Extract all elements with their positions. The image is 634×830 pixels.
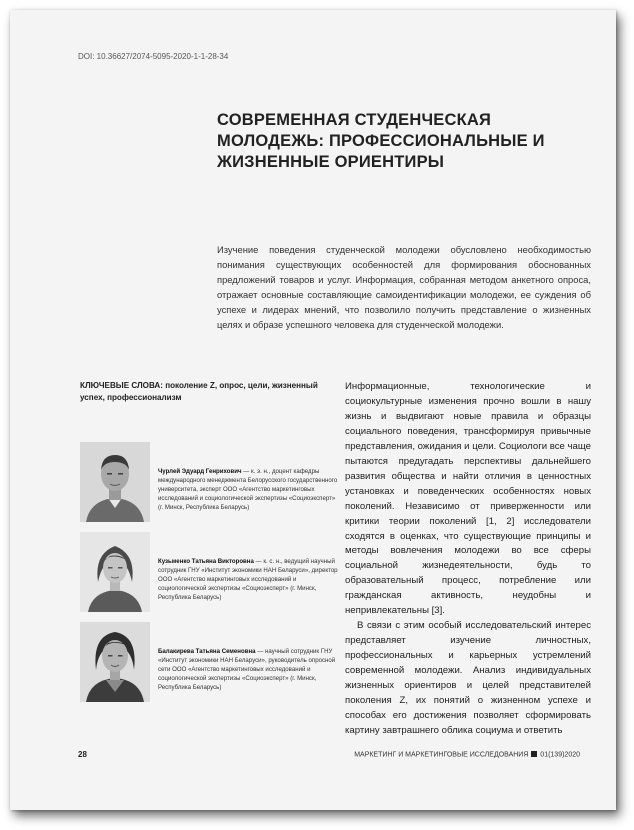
author-details-1: — к. э. н., доцент кафедры международного менеджмента Белорусского государственного университета, эксперт ООО «Агентство маркетинговых исследований и социологической экспертизы «Социоэксперт» (г. Минск, Республика Беларусь) [158, 468, 338, 511]
keywords: КЛЮЧЕВЫЕ СЛОВА: поколение Z, опрос, цели, жизненный успех, профессионализм [80, 381, 318, 402]
journal-running-footer [354, 751, 580, 759]
author-block-2 [80, 532, 350, 612]
author-block-3 [80, 622, 350, 702]
author-photo-1 [80, 442, 150, 522]
author-details-3: — научный сотрудник ГНУ «Институт экономики НАН Беларуси», руководитель опросной сети ООО «Агентство маркетинговых исследований и социологической экспертизы «Социоэксперт» (г. Минск, Республика Беларусь) [158, 648, 336, 691]
article-title: СОВРЕМЕННАЯ СТУДЕНЧЕСКАЯ МОЛОДЕЖЬ: ПРОФЕССИОНАЛЬНЫЕ И ЖИЗНЕННЫЕ ОРИЕНТИРЫ [217, 111, 545, 171]
author-photo-2 [80, 532, 150, 612]
abstract [217, 242, 591, 332]
author-photo-3 [80, 622, 150, 702]
author-block-1 [80, 442, 350, 522]
body-column [345, 380, 591, 739]
abstract-text: Изучение поведения студенческой молодежи обусловлено необходимостью понимания существующих особенностей для формирования обоснованных предложений товаров и услуг. Информация, собранная методом анкетного опроса, отражает основные составляющие самоидентификации молодежи, ее суждения об успехе и лидерах мнений, что позволило получить представление о жизненных целях и образе успешного человека для студенческой молодежи. [217, 244, 591, 330]
author-details-2: — к. с. н., ведущий научный сотрудник ГНУ «Институт экономики НАН Беларуси», директор ООО «Агентство маркетинговых исследований и социологической экспертизы «Социоэксперт» (г. Минск, Республика Беларусь) [158, 558, 338, 601]
body-paragraph-2: В связи с этим особый исследовательский интерес представляет изучение личностных, профессиональных и карьерных устремлений современной молодежи. Анализ индивидуальных жизненных ориентиров и целей представителей поколения Z, их понятий о жизненном успехе и способах его достижения позволяет сформировать картину завтрашнего облика социума и ответить [345, 620, 591, 736]
page-number: 28 [78, 750, 87, 759]
author-bio-3 [158, 647, 338, 692]
author-name-1: Чурлей Эдуард Генрихович [158, 468, 242, 475]
body-paragraph-1: Информационные, технологические и социокультурные изменения прочно вошли в нашу жизнь и выдвигают новые правила и образцы социального поведения, трансформируя привычные представления, ожидания и цели. Социологи все чаще пытаются предугадать перспективы дальнейшего развития общества и найти отличия в ценностных установках и поведенческих особенностях новых поколений. Независимо от приверженности или критики теории поколений [1, 2] исследователи сходятся в оценках, что существующие принципы и методы вовлечения молодежи во все сферы социальной жизнедеятельности, будь то образовательный процесс, потребление или гражданская активность, неудобны и непривлекательны [3]. [345, 381, 591, 617]
author-bio-2 [158, 557, 338, 602]
journal-page [10, 10, 616, 810]
author-bio-1 [158, 467, 338, 512]
journal-name: МАРКЕТИНГ И МАРКЕТИНГОВЫЕ ИССЛЕДОВАНИЯ [354, 751, 529, 759]
doi-line: DOI: 10.36627/2074-5095-2020-1-1-28-34 [78, 52, 229, 61]
journal-issue: 01(139)2020 [540, 751, 580, 759]
author-name-3: Балакирева Татьяна Семеновна [158, 648, 256, 655]
author-name-2: Кузьменко Татьяна Викторовна [158, 558, 254, 565]
square-separator-icon [531, 751, 537, 757]
